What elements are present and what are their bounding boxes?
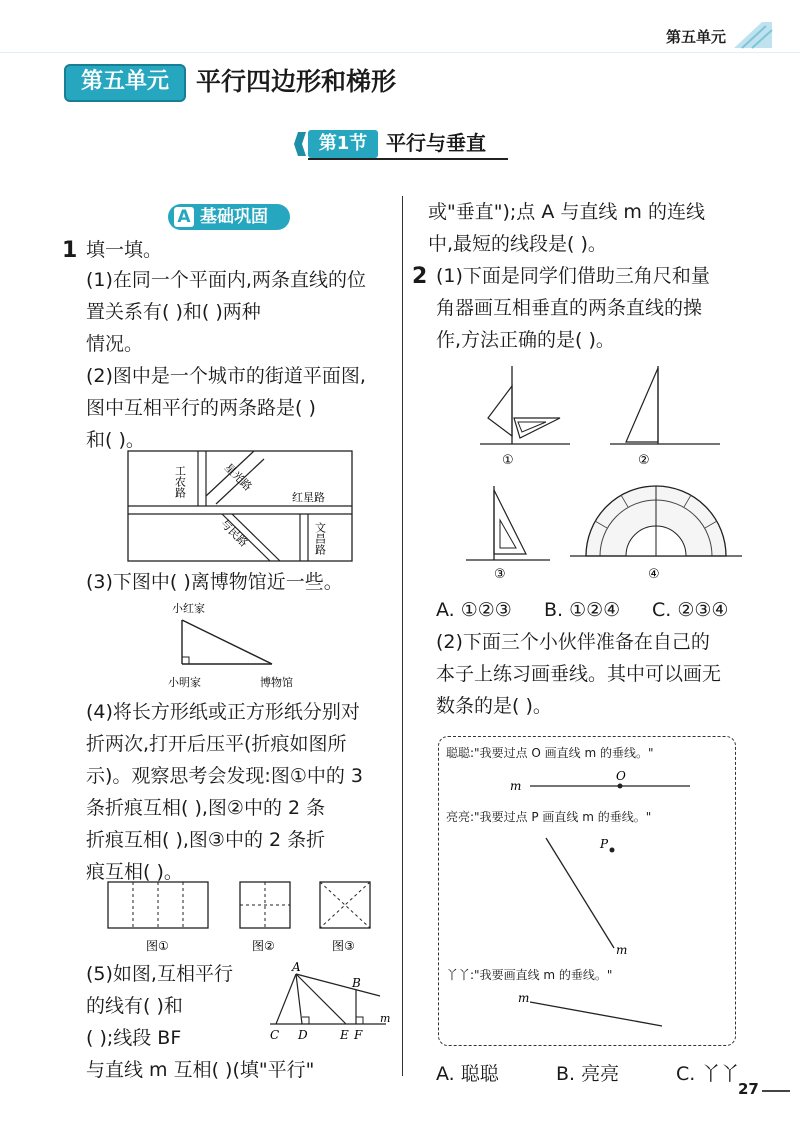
q2-p2-line1: (2)下面三个小伙伴准备在自己的 bbox=[436, 631, 710, 653]
q1-p1-line3: 情况。 bbox=[86, 333, 144, 355]
q1-p5-line4: 与直线 m 互相( )(填"平行" bbox=[86, 1059, 315, 1081]
q1-p4-line6: 痕互相( )。 bbox=[86, 861, 183, 883]
pt-E: E bbox=[340, 1028, 349, 1042]
fig-label-2: ② bbox=[638, 453, 650, 468]
label-xiaohong-home: 小红家 bbox=[172, 602, 205, 615]
fig-label-4: ④ bbox=[648, 567, 660, 580]
q1-p4-line2: 折两次,打开后压平(折痕如图所 bbox=[86, 733, 347, 755]
line-m-label: m bbox=[380, 1012, 391, 1025]
q2-options2-a: A. 聪聪 bbox=[436, 1063, 499, 1085]
section-title: 平行与垂直 bbox=[386, 131, 486, 155]
pt-B: B bbox=[352, 976, 361, 990]
street-label-wenchang: 文昌路 bbox=[313, 522, 327, 555]
part-a-title: 基础巩固 bbox=[200, 207, 268, 227]
box-statement-congcong: 聪聪:"我要过点 O 画直线 m 的垂线。" bbox=[446, 746, 654, 760]
pt-C: C bbox=[270, 1028, 280, 1042]
box-m2-label: m bbox=[616, 943, 628, 957]
parallel-lines-figure bbox=[262, 960, 392, 1044]
q2-options2-c: C. 丫丫 bbox=[676, 1063, 740, 1085]
street-label-yumin: 与民路 bbox=[217, 516, 251, 550]
unit-tag: 第五单元 bbox=[666, 28, 727, 46]
q1-number: 1 bbox=[62, 238, 78, 263]
street-label-xingguang: 星光路 bbox=[221, 460, 255, 494]
q1-p2-line1: (2)图中是一个城市的街道平面图, bbox=[86, 365, 366, 387]
unit-tag-decoration bbox=[732, 18, 774, 52]
part-a-letter: A bbox=[174, 207, 194, 227]
q2-options2-b: B. 亮亮 bbox=[556, 1063, 620, 1085]
box-O-label: O bbox=[616, 769, 626, 783]
q2-p1-line1: (1)下面是同学们借助三角尺和量 bbox=[436, 265, 710, 287]
q1-p4-line4: 条折痕互相( ),图②中的 2 条 bbox=[86, 797, 326, 819]
unit-badge-text: 第五单元 bbox=[80, 69, 169, 94]
box-P-label: P bbox=[600, 837, 609, 851]
q2-p2-line3: 数条的是( )。 bbox=[436, 695, 552, 717]
fig-label-3: ③ bbox=[494, 567, 506, 580]
street-label-gongnong: 工农路 bbox=[173, 465, 187, 498]
label-xiaoming-home: 小明家 bbox=[168, 676, 201, 689]
q2-number: 2 bbox=[412, 264, 428, 289]
box-m1-label: m bbox=[510, 779, 522, 793]
q1-p5-line3: ( );线段 BF bbox=[86, 1027, 182, 1049]
header-rule bbox=[0, 52, 800, 53]
q2-p1-line2: 角器画互相垂直的两条直线的操 bbox=[436, 297, 703, 319]
fold-caption-3: 图③ bbox=[332, 939, 355, 953]
section-underline bbox=[308, 158, 508, 160]
q2-options1-a: A. ①②③ bbox=[436, 599, 512, 621]
box-figures bbox=[440, 740, 734, 1040]
fold-caption-1: 图① bbox=[146, 939, 169, 953]
street-label-hongxing: 红星路 bbox=[292, 491, 325, 504]
q1-intro: 填一填。 bbox=[86, 239, 163, 261]
page-number-rule bbox=[762, 1090, 790, 1092]
page-number: 27 bbox=[738, 1080, 759, 1098]
q2-p2-line2: 本子上练习画垂线。其中可以画无 bbox=[436, 663, 722, 685]
q2-p1-line3: 作,方法正确的是( )。 bbox=[436, 329, 615, 351]
fold-caption-2: 图② bbox=[252, 939, 275, 953]
box-m3-label: m bbox=[518, 991, 530, 1005]
pt-D: D bbox=[298, 1028, 308, 1042]
distance-triangle-figure bbox=[160, 598, 320, 694]
q1-p2-line2: 图中互相平行的两条路是( ) bbox=[86, 397, 316, 419]
pt-F: F bbox=[354, 1028, 363, 1042]
label-museum: 博物馆 bbox=[260, 676, 293, 689]
ruler-methods-figure bbox=[430, 360, 770, 580]
q1-p3: (3)下图中( )离博物馆近一些。 bbox=[86, 571, 343, 593]
q1-p4-line3: 示)。观察思考会发现:图①中的 3 bbox=[86, 765, 363, 787]
fold-figures bbox=[100, 876, 390, 956]
unit-title: 平行四边形和梯形 bbox=[196, 67, 397, 96]
right-top-line2: 中,最短的线段是( )。 bbox=[428, 233, 607, 255]
q1-p4-line1: (4)将长方形纸或正方形纸分别对 bbox=[86, 701, 360, 723]
q1-p1-line2: 置关系有( )和( )两种 bbox=[86, 301, 261, 323]
box-statement-liangliang: 亮亮:"我要过点 P 画直线 m 的垂线。" bbox=[446, 810, 652, 824]
q1-p4-line5: 折痕互相( ),图③中的 2 条折 bbox=[86, 829, 326, 851]
q1-p5-line1: (5)如图,互相平行 bbox=[86, 963, 233, 985]
column-divider bbox=[402, 196, 403, 1076]
pt-A: A bbox=[292, 960, 301, 974]
right-top-line1: 或"垂直");点 A 与直线 m 的连线 bbox=[428, 201, 705, 223]
q2-options1-b: B. ①②④ bbox=[544, 599, 621, 621]
box-statement-yaya: 丫丫:"我要画直线 m 的垂线。" bbox=[446, 968, 613, 982]
q1-p5-line2: 的线有( )和 bbox=[86, 995, 183, 1017]
q2-options1-c: C. ②③④ bbox=[652, 599, 729, 621]
street-map-figure bbox=[122, 446, 358, 568]
fig-label-1: ① bbox=[502, 453, 514, 468]
q1-p1-line1: (1)在同一个平面内,两条直线的位 bbox=[86, 269, 366, 291]
section-badge-text: 第1节 bbox=[318, 133, 368, 154]
q1-p2-line3: 和( )。 bbox=[86, 429, 145, 451]
